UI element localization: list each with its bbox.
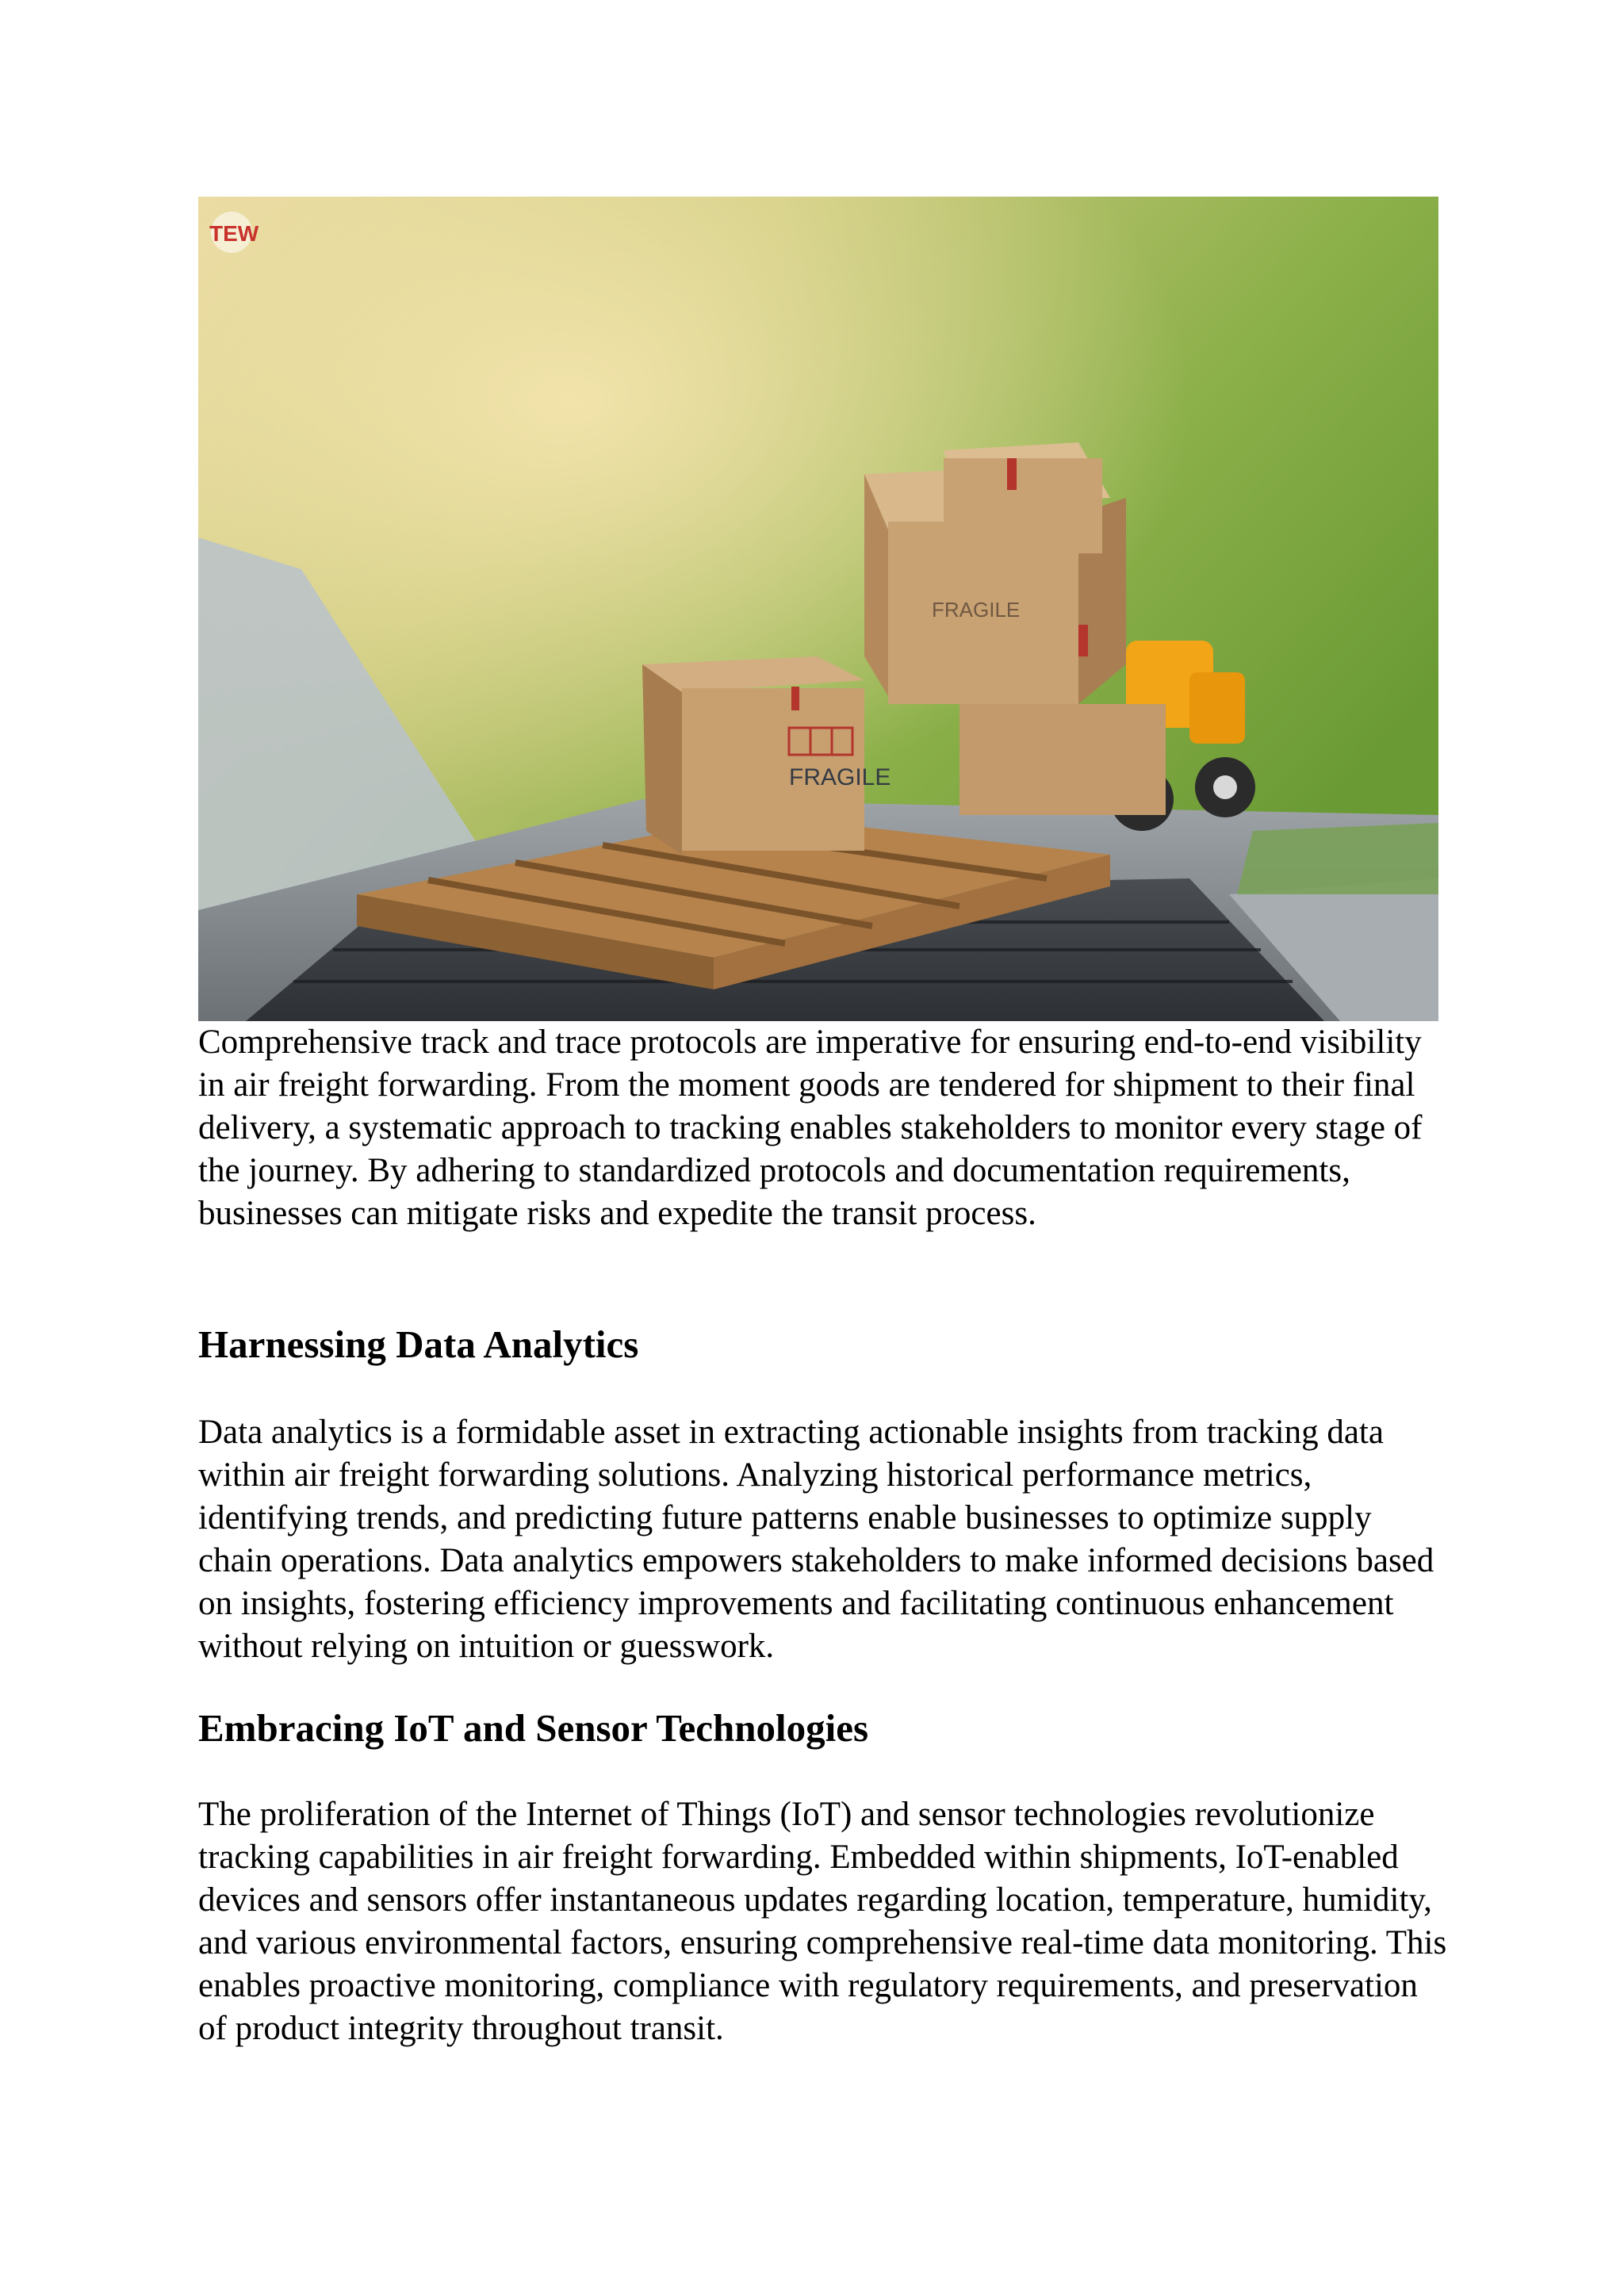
hero-image — [198, 197, 1438, 1021]
box-label-back: FRAGILE — [932, 598, 1021, 622]
heading-iot-sensors: Embracing IoT and Sensor Technologies — [198, 1706, 869, 1750]
paragraph-track-and-trace: Comprehensive track and trace protocols are imperative for ensuring end-to-end visibility in air freight forwarding. From the moment goods are tendered for shipment to their final delivery, a systematic approach to tracking enables stakeholders to monitor every stage of the journey. By adhering to standardized protocols and documentation requirements, businesses can mitigate risks and expedite the transit process. — [198, 1024, 1423, 1232]
logo-text: TEW — [209, 221, 259, 246]
paragraph-iot-sensors: The proliferation of the Internet of Things (IoT) and sensor technologies revolutionize tracking capabilities in air freight forwarding. Embedded within shipments, IoT-enabled devices and sensors offer instantaneous updates regarding location, temperature, humidity, and various environmental factors, ensuring comprehensive real-time data monitoring. This enables proactive monitoring, compliance with regulatory requirements, and preservation of product integrity throughout transit. — [198, 1796, 1447, 2047]
heading-data-analytics: Harnessing Data Analytics — [198, 1322, 639, 1366]
paragraph-data-analytics: Data analytics is a formidable asset in extracting actionable insights from tracking data within air freight forwarding solutions. Analyzing historical performance metrics, identifying trends, and predicting future patterns enable businesses to optimize supply chain operations. Data analytics empowers stakeholders to make informed decisions based on insights, fostering efficiency improvements and facilitating continuous enhancement without relying on intuition or guesswork. — [198, 1414, 1434, 1665]
box-label-front: FRAGILE — [789, 764, 891, 790]
